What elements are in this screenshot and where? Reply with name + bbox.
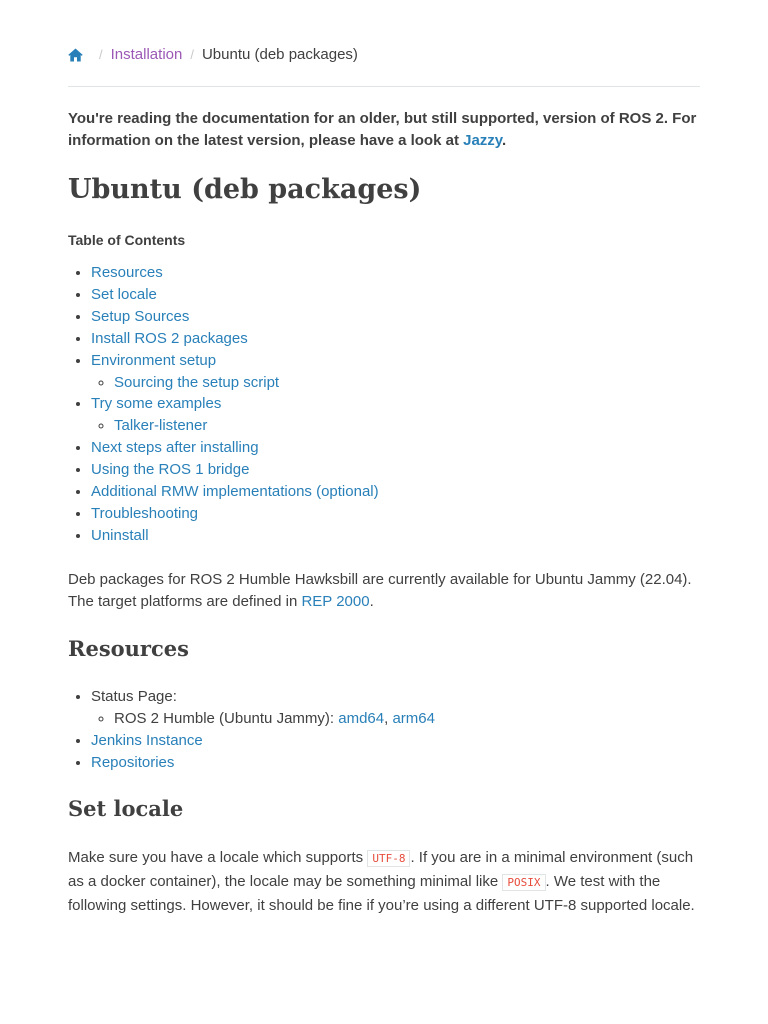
intro-end: . [369,593,374,610]
set-locale-text-2: . If you are in a minimal environment (such as a docker container), the locale may be something minimal like [68,849,694,890]
list-item [114,708,435,730]
toc-item [91,393,379,437]
toc-item [91,503,379,525]
jazzy-link[interactable]: Jazzy [463,132,503,149]
toc-item [91,350,379,394]
toc-subitem [114,415,379,437]
toc-link-additional-rmw[interactable]: Additional RMW implementations (optional) [91,483,379,501]
toc-link-install-packages[interactable]: Install ROS 2 packages [91,329,248,347]
set-locale-text-3: . We test with the following settings. However, it should be fine if you’re using a different UTF-8 supported locale. [68,873,695,914]
toc-item [91,262,379,284]
amd64-link[interactable]: amd64 [338,709,385,727]
version-notice-end: . [502,132,507,149]
intro-paragraph [68,569,700,613]
utf8-code: UTF-8 [367,850,410,867]
toc-heading: Table of Contents [68,232,186,248]
breadcrumb-current: Ubuntu (deb packages) [201,46,358,63]
toc-subitem [114,372,379,394]
toc-sublist [91,372,379,394]
set-locale-text-1: Make sure you have a locale which supports [68,849,368,866]
toc-item [91,328,379,350]
set-locale-heading: Set locale [68,796,184,821]
toc-item [91,284,379,306]
toc-item [91,306,379,328]
toc-link-setup-sources[interactable]: Setup Sources [91,307,190,325]
toc-item [91,437,379,459]
toc-link-sourcing-setup-script[interactable]: Sourcing the setup script [114,373,280,391]
toc-link-ros1-bridge[interactable]: Using the ROS 1 bridge [91,461,250,479]
list-item [91,686,435,730]
rep-2000-link[interactable]: REP 2000 [301,593,370,610]
set-locale-paragraph [68,846,700,917]
toc-link-troubleshooting[interactable]: Troubleshooting [91,504,199,522]
list-item [91,752,435,774]
list-item [91,730,435,752]
breadcrumb-separator: / [99,47,103,62]
toc-link-set-locale[interactable]: Set locale [91,285,157,303]
jenkins-instance-link[interactable]: Jenkins Instance [91,731,203,749]
toc-link-environment-setup[interactable]: Environment setup [91,351,217,369]
humble-label: ROS 2 Humble (Ubuntu Jammy): [114,709,339,727]
breadcrumb [68,44,700,66]
toc-item [91,459,379,481]
resources-heading: Resources [68,636,189,661]
arm64-link[interactable]: arm64 [392,709,435,727]
toc-item [91,525,379,547]
toc-link-resources[interactable]: Resources [91,264,163,281]
toc-link-next-steps[interactable]: Next steps after installing [91,439,259,457]
version-notice-text: You're reading the documentation for an older, but still supported, version of ROS 2. For information on the latest version, please have a look at [68,110,697,149]
breadcrumb-separator: / [190,47,194,62]
breadcrumb-divider [68,86,700,87]
status-page-label: Status Page: [91,688,177,705]
comma-separator: , [384,709,389,727]
toc-link-uninstall[interactable]: Uninstall [91,526,149,544]
page-title: Ubuntu (deb packages) [68,174,422,205]
version-notice [68,108,700,152]
toc-sublist [91,415,379,437]
resources-list [68,686,435,774]
repositories-link[interactable]: Repositories [91,753,175,771]
posix-code: POSIX [502,874,545,891]
breadcrumb-installation-link[interactable]: Installation [110,46,183,63]
toc-link-try-examples[interactable]: Try some examples [91,395,222,413]
intro-text: Deb packages for ROS 2 Humble Hawksbill are currently available for Ubuntu Jammy (22.04). The target platforms are defined in [68,571,692,610]
table-of-contents [68,262,379,547]
status-page-sublist [91,708,435,730]
toc-link-talker-listener[interactable]: Talker-listener [114,417,208,435]
home-icon[interactable] [68,48,83,62]
toc-item [91,481,379,503]
